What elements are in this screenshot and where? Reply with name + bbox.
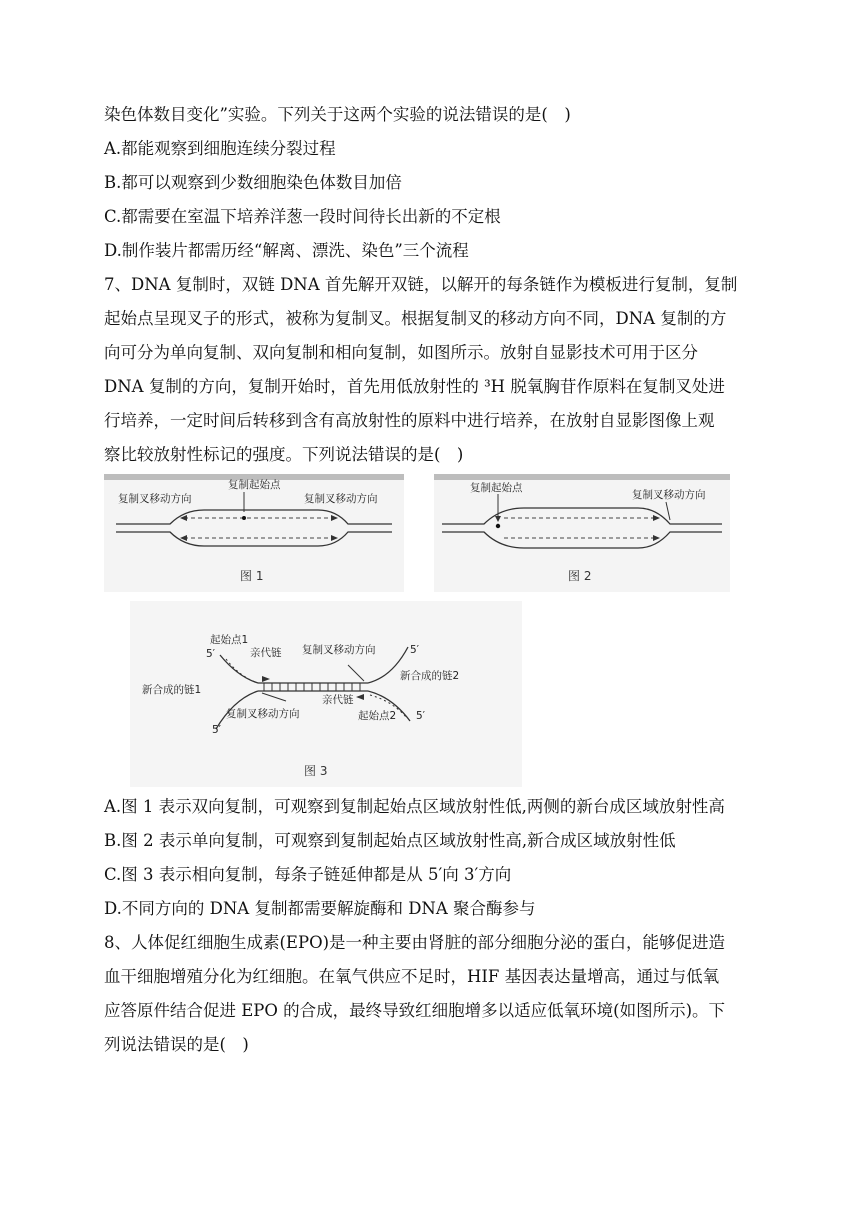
fig3-origin2-label: 起始点2 (358, 710, 397, 722)
q7-stem-line-6: 察比较放射性标记的强度。下列说法错误的是( ) (104, 445, 464, 464)
fig3-parent-chain-top: 亲代链 (250, 647, 282, 659)
q8-stem-line-3: 应答原件结合促进 EPO 的合成，最终导致红细胞增多以适应低氧环境(如图所示)。下 (104, 1001, 726, 1020)
q7-stem-line-5: 行培养，一定时间后转移到含有高放射性的原料中进行培养，在放射自显影图像上观 (104, 411, 715, 430)
q7-stem-line-3: 向可分为单向复制、双向复制和相向复制，如图所示。放射自显影技术可用于区分 (104, 343, 698, 362)
q7-option-d: D.不同方向的 DNA 复制都需要解旋酶和 DNA 聚合酶参与 (104, 899, 536, 918)
fig2-origin-label: 复制起始点 (470, 482, 523, 494)
q6-option-d: D.制作装片都需历经“解离、漂洗、染色”三个流程 (104, 241, 469, 260)
fig3-caption: 图 3 (304, 764, 328, 778)
q6-option-a: A.都能观察到细胞连续分裂过程 (104, 139, 336, 158)
figure-3 (130, 601, 522, 787)
q6-stem-tail: 染色体数目变化”实验。下列关于这两个实验的说法错误的是( ) (104, 105, 571, 124)
fig3-five-prime-tl: 5′ (206, 648, 216, 660)
q8-stem-line-4: 列说法错误的是( ) (104, 1035, 249, 1054)
fig3-origin1-label: 起始点1 (210, 634, 249, 646)
fig1-fork-right-label: 复制叉移动方向 (304, 493, 378, 505)
q7-stem-line-2: 起始点呈现叉子的形式，被称为复制叉。根据复制叉的移动方向不同，DNA 复制的方 (104, 309, 727, 328)
fig3-new-chain1: 新合成的链1 (142, 684, 202, 696)
q6-option-c: C.都需要在室温下培养洋葱一段时间待长出新的不定根 (104, 207, 501, 226)
q6-option-b: B.都可以观察到少数细胞染色体数目加倍 (104, 173, 402, 192)
fig3-parent-chain-bottom: 亲代链 (322, 694, 354, 706)
q8-stem-line-2: 血干细胞增殖分化为红细胞。在氧气供应不足时，HIF 基因表达量增高，通过与低氧 (104, 967, 720, 986)
q7-option-c: C.图 3 表示相向复制，每条子链延伸都是从 5′向 3′方向 (104, 865, 512, 884)
fig1-fork-left-label: 复制叉移动方向 (118, 493, 192, 505)
q7-option-a: A.图 1 表示双向复制，可观察到复制起始点区域放射性低,两侧的新台成区域放射性高 (104, 797, 725, 816)
fig3-new-chain2: 新合成的链2 (400, 670, 460, 682)
q7-stem-line-4: DNA 复制的方向，复制开始时，首先用低放射性的 ³H 脱氧胸苷作原料在复制叉处进 (104, 377, 725, 396)
figure-2 (434, 474, 730, 592)
fig2-caption: 图 2 (568, 569, 592, 583)
q7-stem-line-1: 7、DNA 复制时，双链 DNA 首先解开双链，以解开的每条链作为模板进行复制，复制 (104, 275, 738, 294)
fig1-caption: 图 1 (240, 569, 264, 583)
fig3-five-prime-br: 5′ (416, 710, 426, 722)
fig3-five-prime-tr: 5′ (410, 644, 420, 656)
fig2-fork-right-label: 复制叉移动方向 (632, 489, 706, 501)
fig1-origin-label: 复制起始点 (228, 479, 281, 491)
figure-1 (104, 474, 404, 592)
q8-stem-line-1: 8、人体促红细胞生成素(EPO)是一种主要由肾脏的部分细胞分泌的蛋白，能够促进造 (104, 933, 726, 952)
q7-option-b: B.图 2 表示单向复制，可观察到复制起始点区域放射性高,新合成区域放射性低 (104, 831, 676, 850)
fig3-five-prime-bl: 5′ (212, 724, 222, 736)
fig3-fork-dir-top: 复制叉移动方向 (302, 644, 376, 656)
fig3-fork-dir-bottom: 复制叉移动方向 (226, 708, 300, 720)
